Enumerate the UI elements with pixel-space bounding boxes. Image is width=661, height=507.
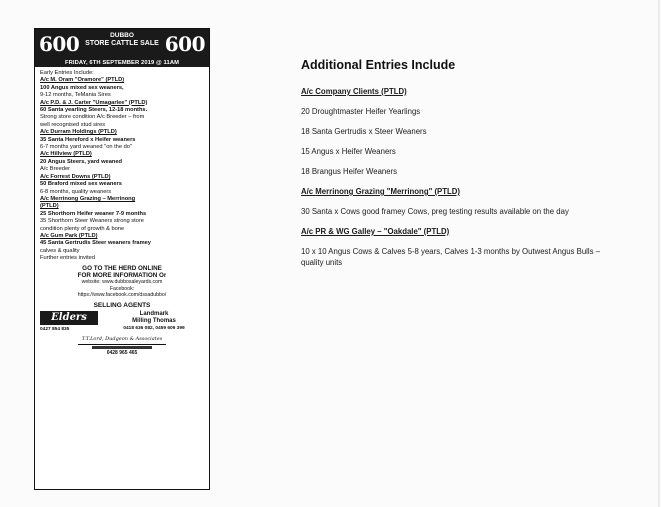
ad-website: website: www.dubbosaleyards.com	[81, 279, 163, 286]
ad-entry-line: 35 Santa Hereford x Heifer weaners	[40, 136, 136, 143]
ad-header	[35, 29, 209, 67]
ad-entry-line: Strong store condition A/c Breeder – from	[40, 114, 145, 121]
additional-entry-line: 30 Santa x Cows good framey Cows, preg testing results available on the day	[301, 207, 569, 216]
ad-online-heading	[40, 265, 204, 280]
ad-agent-tl-lord	[40, 336, 204, 357]
additional-entry-line: 10 x 10 Angus Cows & Calves 5-8 years, Calves 1-3 months by Outwest Angus Bulls – quality units	[301, 247, 601, 267]
ad-entry-line: 6-8 months, quality weaners	[40, 188, 112, 195]
ad-number-right: 600	[164, 32, 205, 56]
ad-intro: Early Entries Include:	[40, 70, 94, 76]
ad-entry-line: 100 Angus mixed sex weaners,	[40, 84, 124, 91]
ad-title	[79, 32, 165, 48]
ad-entry-heading: A/c Merrinong Grazing – Merrinong	[40, 195, 136, 202]
ad-body	[35, 67, 209, 357]
ad-entry-line: 20 Angus Steers, yard weaned	[40, 158, 122, 165]
landmark-phones: 0418 636 082, 0459 609 399	[123, 326, 185, 331]
ad-agent-landmark	[104, 311, 204, 332]
ad-facebook-label: Facebook:	[109, 285, 135, 292]
ad-entry-line: 6-7 months yard weaned "on the do"	[40, 144, 132, 151]
additional-entries-title: Additional Entries Include	[301, 58, 456, 72]
ad-selling-agents-title: SELLING AGENTS	[93, 301, 151, 309]
tl-lord-logo: T.T.Lord, Dudgeon & Associates	[78, 336, 167, 344]
additional-entry-heading: A/c Company Clients (PTLD)	[301, 87, 407, 96]
ad-entry-line: 9-12 months, TeMania Sires	[40, 92, 111, 99]
additional-entry-line: 18 Santa Gertrudis x Steer Weaners	[301, 127, 427, 136]
ad-entry-line: condition plenty of growth & bone	[40, 225, 125, 232]
ad-entry-heading: A/c Durram Holdings (PTLD)	[40, 129, 117, 136]
tl-lord-bar	[92, 346, 152, 349]
ad-location: DUBBO	[110, 32, 134, 39]
additional-entries-list	[301, 86, 611, 268]
ad-number-left: 600	[39, 32, 80, 56]
ad-date: FRIDAY, 6TH SEPTEMBER 2019 @ 11AM	[64, 60, 180, 66]
elders-phone: 0427 854 835	[40, 327, 70, 332]
ad-entry-line: 45 Santa Gertrudis Steer weaners framey	[40, 240, 151, 247]
ad-online-line-1: GO TO THE HERD ONLINE	[82, 264, 162, 272]
ad-entry-line: well recognised stud sires	[40, 121, 106, 128]
additional-entry-line: 15 Angus x Heifer Weaners	[301, 147, 396, 156]
landmark-name-2: Milling Thomas	[132, 318, 176, 324]
ad-entry-heading: A/c P.D. & J. Carter "Umagarlee" (PTLD)	[40, 99, 148, 106]
elders-logo: Elders	[40, 311, 98, 325]
ad-entry-line: 35 Shorthorn Steer Weaners strong store	[40, 218, 144, 225]
ad-entry-heading: A/c M. Oram "Oramore" (PTLD)	[40, 77, 125, 84]
tl-lord-phone: 0428 965 465	[106, 349, 138, 356]
sale-advertisement	[34, 28, 210, 490]
additional-entry-line: 18 Brangus Heifer Weaners	[301, 167, 398, 176]
additional-entry-heading: A/c PR & WG Galley – "Oakdale" (PTLD)	[301, 227, 450, 236]
ad-entry-heading-cont: (PTLD)	[40, 203, 59, 210]
ad-sale-name: STORE CATTLE SALE	[85, 40, 159, 47]
ad-facebook-url: https://www.facebook.com/dssadubbo/	[77, 292, 167, 299]
ad-entry-line: 60 Santa yearling Steers, 12-18 months.	[40, 107, 148, 114]
ad-online-line-2: FOR MORE INFORMATION Or	[77, 271, 167, 279]
landmark-name: Landmark	[139, 311, 169, 317]
ad-entry-heading: A/c Hillview (PTLD)	[40, 151, 92, 158]
ad-entry-line: calves & quality	[40, 247, 80, 254]
ad-entries-list	[40, 77, 204, 255]
additional-entry-heading: A/c Merrinong Grazing "Merrinong" (PTLD)	[301, 187, 460, 196]
ad-entry-line: 25 Shorthorn Heifer weaner 7-9 months	[40, 210, 147, 217]
ad-entry-heading: A/c Gum Park (PTLD)	[40, 232, 98, 239]
ad-further-entries: Further entries invited	[40, 255, 96, 262]
ad-entry-heading: A/c Forrest Downs (PTLD)	[40, 173, 111, 180]
additional-entry-line: 20 Droughtmaster Heifer Yearlings	[301, 107, 421, 116]
ad-agent-elders	[40, 311, 98, 333]
ad-entry-line: 50 Braford mixed sex weaners	[40, 181, 122, 188]
additional-entries	[301, 58, 611, 277]
ad-agents-row	[40, 311, 204, 333]
ad-entry-line: A/c Breeder	[40, 166, 71, 173]
